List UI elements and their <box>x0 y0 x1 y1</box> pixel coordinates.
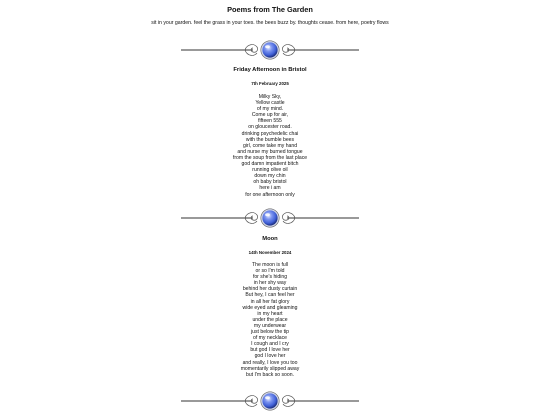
poem-line: wide eyed and gleaming <box>242 304 298 311</box>
poem-line: my underwear <box>253 322 287 329</box>
site-title: Poems from The Garden <box>227 5 313 14</box>
poem-title[interactable]: Moon <box>262 236 278 242</box>
poem-line: god I love her <box>254 353 286 360</box>
poem-line: momentarily slipped away <box>240 365 300 372</box>
poem-line: of my necklace <box>253 335 287 342</box>
poem-line: running olive oil <box>252 167 288 174</box>
poem-line: for she's hiding <box>252 274 288 281</box>
poem-line: and really, I love you too <box>242 359 298 366</box>
poem-line: in my heart <box>257 310 283 317</box>
poem-line: down my chin <box>254 173 286 180</box>
poem-line: Milky Sky, <box>258 94 282 100</box>
poem-line: under the place <box>252 316 288 323</box>
poem-line: of my mind. <box>256 106 284 113</box>
poem-line: Yellow castle <box>255 100 285 107</box>
poem-line: god damn impatient bitch <box>241 161 299 168</box>
site-tagline: sit in your garden. feel the grass in your toes. the bees buzz by. thoughts cease. from here, poetry flows <box>151 20 389 26</box>
poem-line: But hey, I can feel her <box>245 292 295 299</box>
blue-orb-divider-icon <box>181 390 359 412</box>
poem-line: in her shy way <box>253 280 287 287</box>
poem-line: for one afternoon only <box>245 191 295 198</box>
poem-line: The moon is full <box>252 262 288 268</box>
poem-line: Come up for air, <box>251 112 289 119</box>
poem-line: but god I love her <box>250 347 290 354</box>
poem-date: 7th February 2025 <box>251 81 289 86</box>
poem-line: oh baby bristol <box>253 179 287 186</box>
poem-line: drinking psychedelic chai <box>241 130 299 137</box>
blue-orb-divider-icon <box>181 39 359 61</box>
poem-line: with the bumble bees <box>245 136 295 143</box>
poem-date: 14th November 2024 <box>248 250 292 255</box>
poem-line: just below the tip <box>251 329 289 336</box>
poem-line: and nurse my burned tongue <box>237 148 303 155</box>
poem-line: I cough and I cry <box>251 341 289 348</box>
poem-line: or so I'm told <box>255 268 285 275</box>
poem-line: behind her dusty curtain <box>242 286 298 293</box>
poem-title[interactable]: Friday Afternoon in Bristol <box>233 67 307 73</box>
poem-body <box>0 262 540 378</box>
poem-line: fifteen 555 <box>258 118 282 125</box>
poem-body <box>0 94 540 198</box>
poem-line: from the soup from the last place <box>232 154 308 161</box>
poem-line: on gloucester road. <box>248 124 292 131</box>
poem-line: but I'm back so soon. <box>246 371 294 378</box>
blue-orb-divider-icon <box>181 207 359 229</box>
poem-line: in all her fat glory <box>250 298 290 305</box>
poem-line: here i am <box>259 185 281 192</box>
poem-line: girl, come take my hand <box>242 142 298 149</box>
